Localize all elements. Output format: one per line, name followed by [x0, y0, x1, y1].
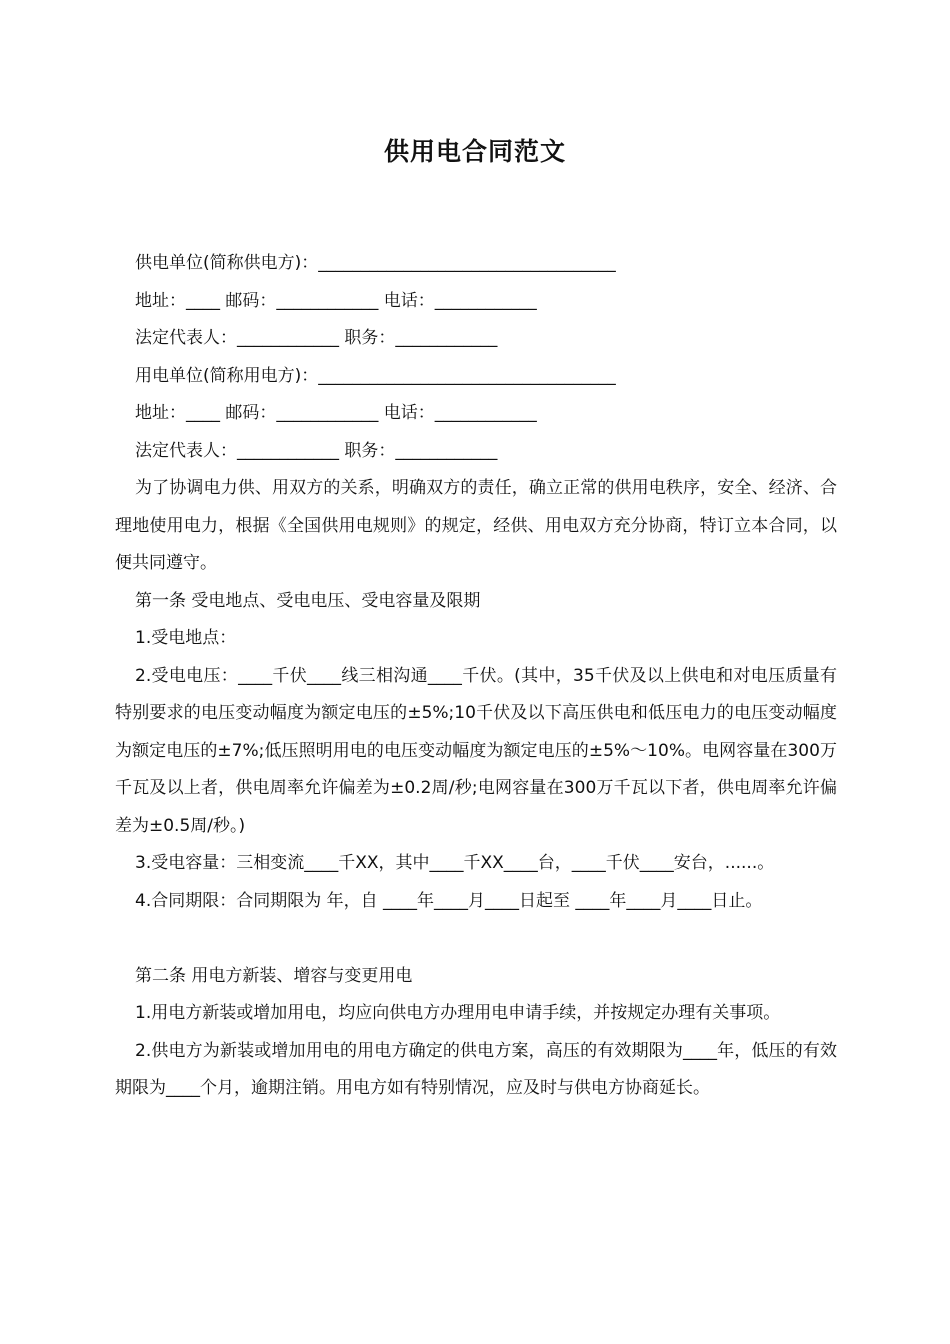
supplier-address-line: 地址：____ 邮码：____________ 电话：____________: [135, 290, 537, 311]
supplier-unit-line: 供电单位(简称供电方)：___________________________________: [135, 253, 616, 273]
section-spacer: [115, 920, 837, 958]
article-2-heading: 第二条 用电方新装、增容与变更用电: [135, 965, 413, 986]
article-1-heading: 第一条 受电地点、受电电压、受电容量及限期: [135, 590, 481, 611]
article-1-item-3: 3.受电容量：三相变流____千XX，其中____千XX____台，____千伏____安台，......。: [135, 853, 775, 873]
article-1-item-4: 4.合同期限：合同期限为 年，自 ____年____月____日起至 ____年____月____日止。: [135, 890, 763, 911]
contract-body: [115, 245, 837, 1108]
article-2-item-2: 2.供电方为新装或增加用电的用电方确定的供电方案，高压的有效期限为____年，低压的有效期限为____个月，逾期注销。用电方如有特别情况，应及时与供电方协商延长。: [115, 1040, 837, 1098]
intro-paragraph: 为了协调电力供、用双方的关系，明确双方的责任，确立正常的供用电秩序，安全、经济、合理地使用电力，根据《全国供用电规则》的规定，经供、用电双方充分协商，特订立本合同，以便共同遵守。: [115, 478, 837, 573]
user-representative-line: 法定代表人：____________ 职务：____________: [135, 440, 498, 461]
document-title: 供用电合同范文: [383, 137, 566, 166]
article-1-item-1: 1.受电地点：: [135, 628, 237, 648]
supplier-representative-line: 法定代表人：____________ 职务：____________: [135, 328, 498, 348]
user-address-line: 地址：____ 邮码：____________ 电话：____________: [135, 403, 537, 423]
user-unit-line: 用电单位(简称用电方)：___________________________________: [135, 365, 616, 386]
article-1-item-2: 2.受电电压：____千伏____线三相沟通____千伏。(其中，35千伏及以上供电和对电压质量有特别要求的电压变动幅度为额定电压的±5%;10千伏及以下高压供电和低压电力的电压变动幅度为额定电压的±7%;低压照明用电的电压变动幅度为额定电压的±5%～10%。电网容量在300万千瓦及以上者，供电周率允许偏差为±0.2周/秒;电网容量在300万千瓦以下者，供电周率允许偏差为±0.5周/秒。): [115, 665, 837, 836]
article-2-item-1: 1.用电方新装或增加用电，均应向供电方办理用电申请手续，并按规定办理有关事项。: [135, 1003, 781, 1023]
